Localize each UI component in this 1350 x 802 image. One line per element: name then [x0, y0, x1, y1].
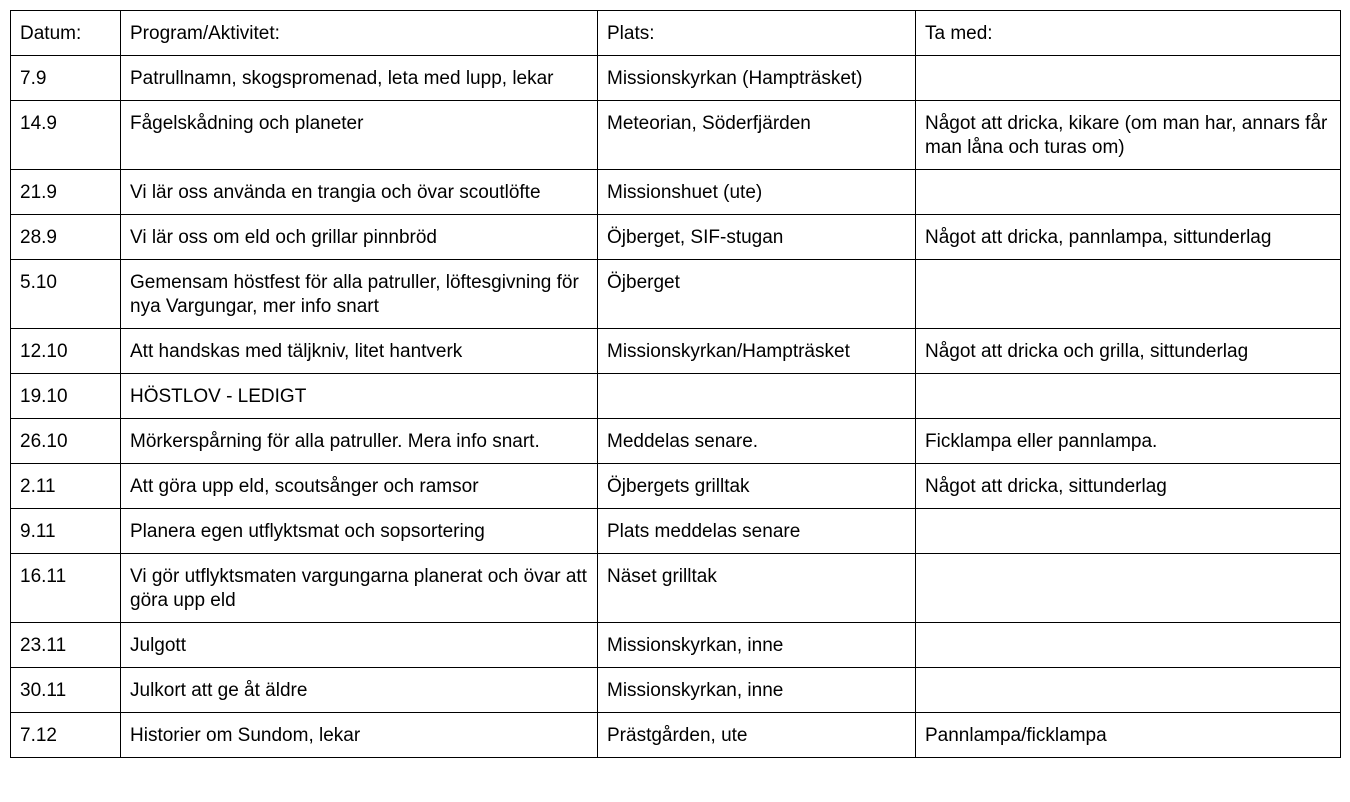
table-row — [11, 101, 1341, 170]
cell-place: Plats meddelas senare — [598, 509, 916, 554]
cell-program: Vi gör utflyktsmaten vargungarna planerat och övar att göra upp eld — [121, 554, 598, 623]
schedule-table — [10, 10, 1341, 758]
cell-bring — [916, 170, 1341, 215]
header-place: Plats: — [598, 11, 916, 56]
cell-program: Julkort att ge åt äldre — [121, 668, 598, 713]
cell-program: Planera egen utflyktsmat och sopsortering — [121, 509, 598, 554]
table-row — [11, 56, 1341, 101]
cell-bring — [916, 260, 1341, 329]
header-program: Program/Aktivitet: — [121, 11, 598, 56]
cell-program: HÖSTLOV - LEDIGT — [121, 374, 598, 419]
table-row — [11, 374, 1341, 419]
cell-place — [598, 374, 916, 419]
cell-date: 28.9 — [11, 215, 121, 260]
table-row — [11, 554, 1341, 623]
header-bring: Ta med: — [916, 11, 1341, 56]
header-date: Datum: — [11, 11, 121, 56]
cell-place: Missionshuet (ute) — [598, 170, 916, 215]
cell-place: Meddelas senare. — [598, 419, 916, 464]
cell-place: Öjbergets grilltak — [598, 464, 916, 509]
cell-date: 19.10 — [11, 374, 121, 419]
cell-program: Julgott — [121, 623, 598, 668]
cell-bring — [916, 374, 1341, 419]
table-row — [11, 260, 1341, 329]
cell-program: Historier om Sundom, lekar — [121, 713, 598, 758]
cell-bring: Något att dricka, kikare (om man har, annars får man låna och turas om) — [916, 101, 1341, 170]
schedule-table-body — [11, 11, 1341, 758]
cell-program: Patrullnamn, skogspromenad, leta med lupp, lekar — [121, 56, 598, 101]
cell-bring: Något att dricka, pannlampa, sittunderlag — [916, 215, 1341, 260]
table-row — [11, 215, 1341, 260]
cell-bring: Något att dricka och grilla, sittunderlag — [916, 329, 1341, 374]
cell-date: 14.9 — [11, 101, 121, 170]
cell-date: 26.10 — [11, 419, 121, 464]
cell-date: 30.11 — [11, 668, 121, 713]
cell-bring — [916, 554, 1341, 623]
table-header-row — [11, 11, 1341, 56]
table-row — [11, 509, 1341, 554]
table-row — [11, 329, 1341, 374]
cell-bring — [916, 509, 1341, 554]
cell-program: Att handskas med täljkniv, litet hantverk — [121, 329, 598, 374]
cell-program: Gemensam höstfest för alla patruller, löftesgivning för nya Vargungar, mer info snart — [121, 260, 598, 329]
cell-bring — [916, 623, 1341, 668]
cell-date: 7.9 — [11, 56, 121, 101]
table-row — [11, 170, 1341, 215]
cell-place: Näset grilltak — [598, 554, 916, 623]
table-row — [11, 668, 1341, 713]
cell-program: Vi lär oss om eld och grillar pinnbröd — [121, 215, 598, 260]
cell-bring — [916, 668, 1341, 713]
cell-date: 12.10 — [11, 329, 121, 374]
cell-date: 16.11 — [11, 554, 121, 623]
table-row — [11, 623, 1341, 668]
cell-program: Mörkerspårning för alla patruller. Mera info snart. — [121, 419, 598, 464]
cell-place: Missionskyrkan/Hampträsket — [598, 329, 916, 374]
cell-date: 23.11 — [11, 623, 121, 668]
cell-date: 7.12 — [11, 713, 121, 758]
table-row — [11, 464, 1341, 509]
cell-place: Missionskyrkan, inne — [598, 668, 916, 713]
cell-date: 5.10 — [11, 260, 121, 329]
cell-date: 9.11 — [11, 509, 121, 554]
cell-bring: Pannlampa/ficklampa — [916, 713, 1341, 758]
cell-place: Missionskyrkan (Hampträsket) — [598, 56, 916, 101]
cell-date: 2.11 — [11, 464, 121, 509]
cell-place: Prästgården, ute — [598, 713, 916, 758]
cell-place: Öjberget — [598, 260, 916, 329]
cell-bring: Ficklampa eller pannlampa. — [916, 419, 1341, 464]
cell-place: Meteorian, Söderfjärden — [598, 101, 916, 170]
cell-bring: Något att dricka, sittunderlag — [916, 464, 1341, 509]
cell-program: Vi lär oss använda en trangia och övar scoutlöfte — [121, 170, 598, 215]
cell-program: Fågelskådning och planeter — [121, 101, 598, 170]
cell-place: Öjberget, SIF-stugan — [598, 215, 916, 260]
cell-place: Missionskyrkan, inne — [598, 623, 916, 668]
cell-program: Att göra upp eld, scoutsånger och ramsor — [121, 464, 598, 509]
table-row — [11, 419, 1341, 464]
cell-bring — [916, 56, 1341, 101]
cell-date: 21.9 — [11, 170, 121, 215]
table-row — [11, 713, 1341, 758]
